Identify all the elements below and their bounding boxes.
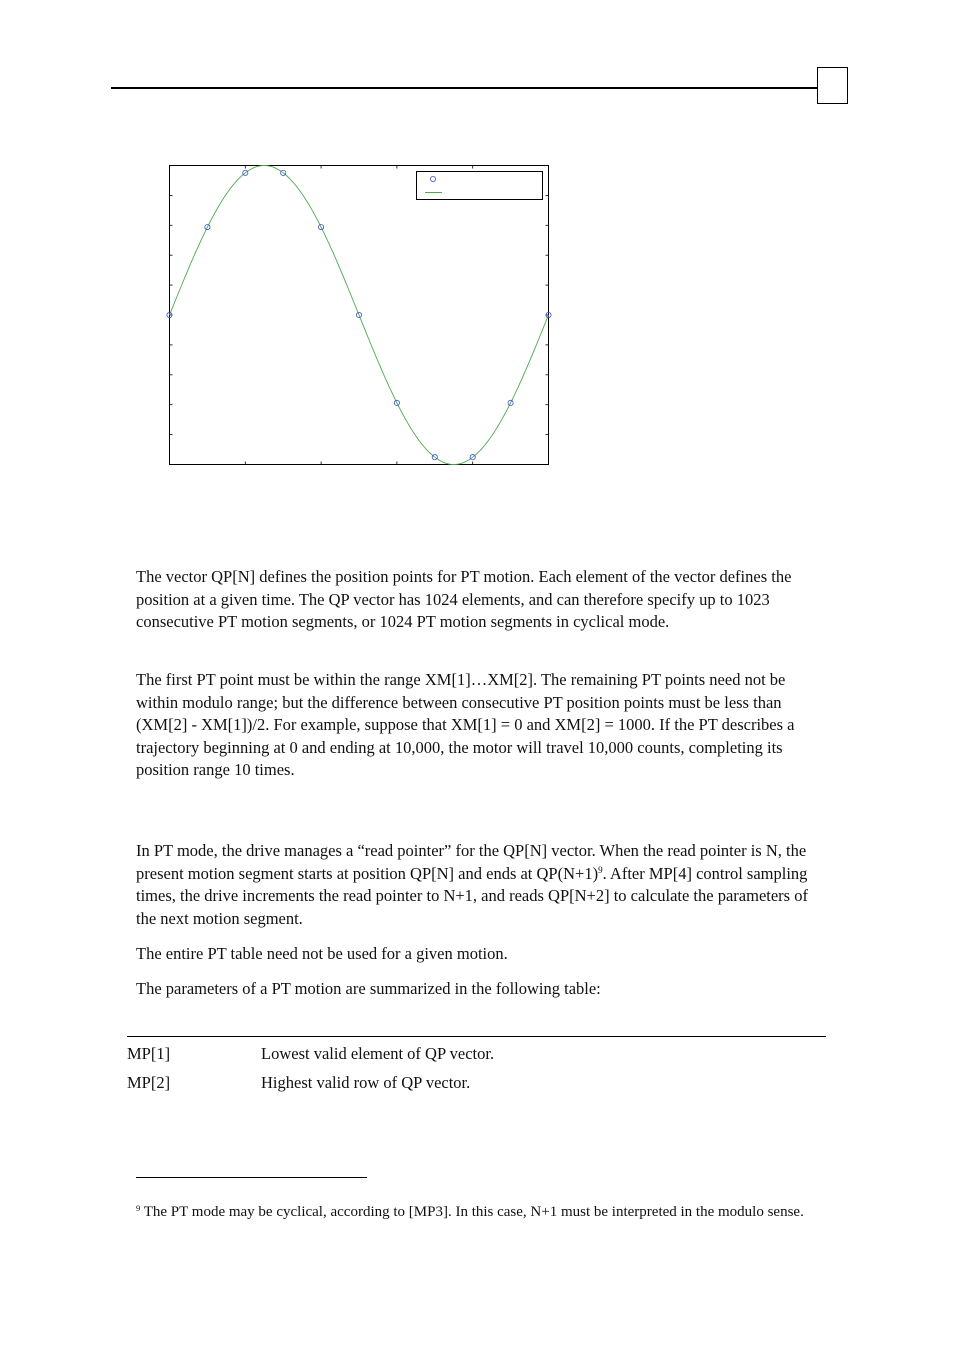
paragraph-first-pt-point: The first PT point must be within the range XM[1]…XM[2]. The remaining PT points need not be within modulo range; but the difference between consecutive PT position points must be less than (XM[2] - XM[1])/2. For example, suppose that XM[1] = 0 and XM[2] = 1000. If the PT describes a trajectory beginning at 0 and ending at 10,000, the motor will travel 10,000 counts, completing its position range 10 times. [136, 670, 795, 779]
table-cell-parameter: MP[1] [127, 1044, 171, 1063]
footnote-number: 9 [136, 1203, 141, 1213]
header-rule [111, 87, 817, 89]
table-cell-description: Lowest valid element of QP vector. [261, 1044, 495, 1063]
paragraph-entire-table: The entire PT table need not be used for a given motion. [136, 944, 508, 963]
table-row [127, 1072, 826, 1094]
paragraph-parameters-intro: The parameters of a PT motion are summarized in the following table: [136, 979, 601, 998]
table-cell-description: Highest valid row of QP vector. [261, 1073, 471, 1092]
table-top-rule [127, 1036, 826, 1037]
footnote-text: The PT mode may be cyclical, according to [MP3]. In this case, N+1 must be interpreted in the modulo sense. [140, 1204, 804, 1220]
footnote-reference: 9 [598, 864, 603, 875]
pt-position-chart [160, 155, 560, 475]
page-number-box [817, 67, 848, 104]
table-cell-parameter: MP[2] [127, 1073, 171, 1092]
legend [417, 172, 543, 200]
read-pointer-text-part1: In PT mode, the drive manages a “read pointer” for the QP[N] vector. When the read pointer is N, the present motion segment starts at position QP[N] and ends at QP(N+1) [136, 841, 807, 883]
paragraph-qp-vector: The vector QP[N] defines the position points for PT motion. Each element of the vector defines the position at a given time. The QP vector has 1024 elements, and can therefore specify up to 1023 consecutive PT motion segments, or 1024 PT motion segments in cyclical mode. [136, 567, 792, 631]
read-pointer-text-part2: . After MP[4] control sampling times, the drive increments the read pointer to N+1, and reads QP[N+2] to calculate the parameters of the next motion segment. [136, 863, 808, 928]
legend-box [417, 172, 543, 200]
footnote-separator [136, 1177, 367, 1178]
series-line [170, 166, 549, 465]
footnote [136, 1201, 816, 1224]
table-row [127, 1043, 826, 1065]
paragraph-read-pointer [136, 840, 816, 930]
